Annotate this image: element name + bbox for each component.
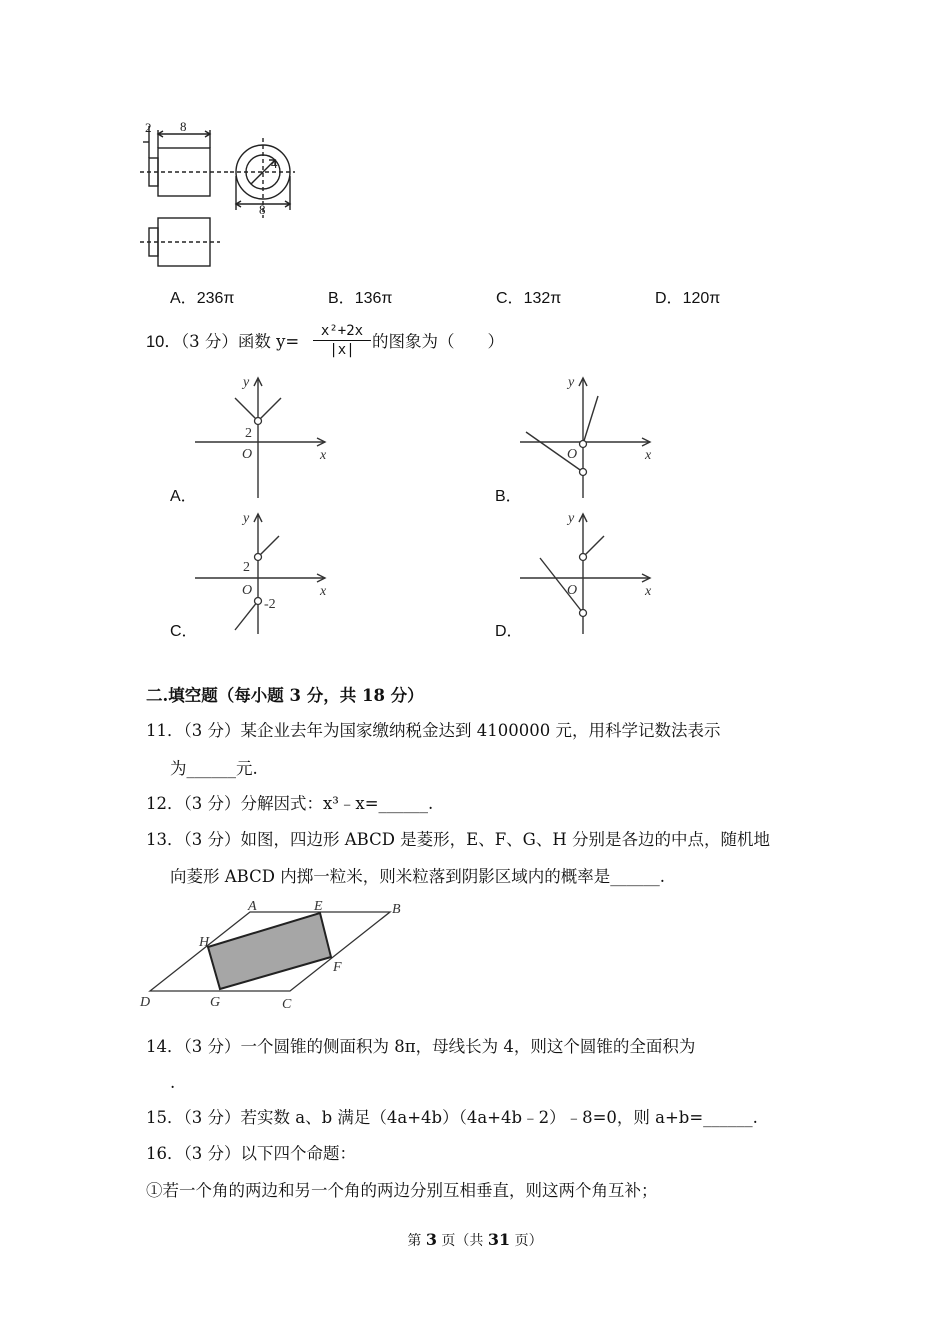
q9-option-c[interactable]: C．132π	[496, 290, 562, 307]
section-2-title: 二.填空题（每小题 3 分，共 18 分）	[146, 686, 424, 705]
q10-stem: 10．（3 分）函数 y=	[146, 332, 300, 351]
q13-rhombus-figure	[138, 896, 413, 1008]
q10-option-a[interactable]: A．	[170, 488, 197, 505]
svg-text:-2: -2	[264, 597, 276, 612]
svg-text:2: 2	[245, 426, 252, 441]
label-f: F	[333, 960, 342, 975]
label-g: G	[210, 995, 221, 1008]
label-h: H	[199, 935, 210, 950]
svg-text:y: y	[243, 511, 250, 526]
q11-line1: 11．（3 分）某企业去年为国家缴纳税金达到 4100000 元，用科学记数法表示	[146, 721, 721, 740]
q10-option-d[interactable]: D．	[495, 623, 523, 640]
svg-text:y: y	[568, 511, 575, 526]
q9-option-d[interactable]: D．120π	[655, 290, 721, 307]
total-pages: 31	[487, 1230, 511, 1249]
q10-option-c[interactable]: C．	[170, 623, 198, 640]
svg-text:y: y	[568, 375, 575, 390]
svg-text:O: O	[567, 447, 578, 462]
q11-line2: 为______元.	[170, 759, 258, 778]
q10-fraction: x²+2x |x|	[313, 322, 371, 359]
svg-text:x: x	[645, 584, 652, 599]
q13-line2: 向菱形 ABCD 内掷一粒米，则米粒落到阴影区域内的概率是______.	[170, 867, 665, 886]
svg-text:y: y	[243, 375, 250, 390]
svg-text:x: x	[320, 448, 327, 463]
label-b: B	[392, 902, 401, 917]
svg-text:O: O	[567, 583, 578, 598]
dim-label-8-top: 8	[180, 119, 187, 134]
q10-graph-a	[195, 374, 335, 498]
dim-label-4: 4	[271, 156, 278, 171]
q15-text: 15．（3 分）若实数 a、b 满足（4a+4b）（4a+4b﹣2）﹣8=0，则 a+b=______.	[146, 1108, 758, 1127]
page-number: 3	[425, 1230, 437, 1249]
svg-text:x: x	[645, 448, 652, 463]
label-d: D	[140, 995, 151, 1008]
svg-text:2: 2	[243, 560, 250, 575]
svg-text:O: O	[242, 583, 253, 598]
q13-line1: 13．（3 分）如图，四边形 ABCD 是菱形，E、F、G、H 分别是各边的中点，随机地	[146, 830, 770, 849]
dim-label-8-bottom: 8	[259, 202, 266, 217]
q10-option-b[interactable]: B．	[495, 488, 522, 505]
q9-option-a[interactable]: A．236π	[170, 290, 235, 307]
q10-stem-tail: 的图象为（ ）	[372, 332, 504, 351]
q10-graph-d	[520, 510, 660, 634]
q10-graph-b	[520, 374, 660, 498]
q14-line1: 14．（3 分）一个圆锥的侧面积为 8π，母线长为 4，则这个圆锥的全面积为	[146, 1037, 696, 1056]
svg-text:O: O	[242, 447, 253, 462]
q16-item1: ①若一个角的两边和另一个角的两边分别互相垂直，则这两个角互补；	[146, 1181, 658, 1200]
q9-option-b[interactable]: B．136π	[328, 290, 393, 307]
dim-label-2: 2	[145, 120, 152, 135]
q14-line2: .	[170, 1073, 176, 1092]
q12-text: 12．（3 分）分解因式：x³﹣x=______.	[146, 794, 434, 813]
q9-three-view-figure	[135, 118, 305, 273]
q10-graph-c	[195, 510, 335, 634]
label-a: A	[248, 899, 257, 914]
q16-text: 16．（3 分）以下四个命题：	[146, 1144, 356, 1163]
label-e: E	[314, 899, 323, 914]
label-c: C	[282, 997, 292, 1008]
svg-text:x: x	[320, 584, 327, 599]
page-footer: 第 3 页（共 31 页）	[407, 1230, 543, 1249]
